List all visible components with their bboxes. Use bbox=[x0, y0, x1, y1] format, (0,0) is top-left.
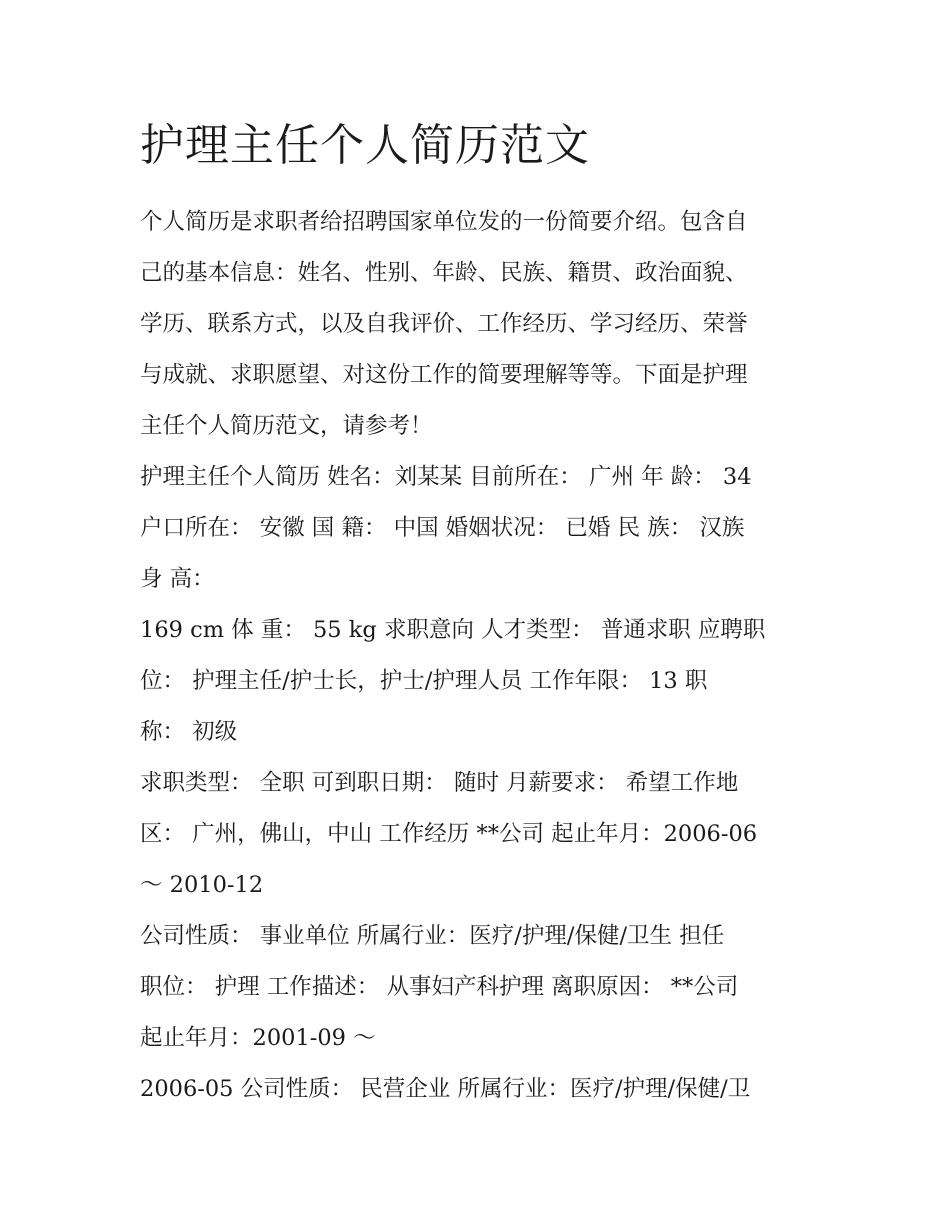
body-line: 户口所在： 安徽 国 籍： 中国 婚姻状况： 已婚 民 族： 汉族 bbox=[140, 515, 745, 541]
body-line: 与成就、求职愿望、对这份工作的简要理解等等。下面是护理 bbox=[140, 362, 748, 388]
body-line: 身 高： bbox=[140, 566, 215, 592]
body-line: 己的基本信息：姓名、性别、年龄、民族、籍贯、政治面貌、 bbox=[140, 260, 748, 286]
body-line: 169 cm 体 重： 55 kg 求职意向 人才类型： 普通求职 应聘职 bbox=[140, 617, 766, 643]
document-title: 护理主任个人简历范文 bbox=[140, 120, 590, 171]
body-line: 2006-05 公司性质： 民营企业 所属行业：医疗/护理/保健/卫 bbox=[140, 1076, 751, 1102]
body-line: ～ 2010-12 bbox=[140, 872, 264, 898]
body-line: 区： 广州，佛山，中山 工作经历 **公司 起止年月：2006-06 bbox=[140, 821, 758, 847]
document-body bbox=[140, 197, 830, 1115]
body-line: 起止年月：2001-09 ～ bbox=[140, 1025, 376, 1051]
body-line: 个人简历是求职者给招聘国家单位发的一份简要介绍。包含自 bbox=[140, 209, 748, 235]
body-line: 位： 护理主任/护士长，护士/护理人员 工作年限： 13 职 bbox=[140, 668, 708, 694]
body-line: 护理主任个人简历 姓名：刘某某 目前所在： 广州 年 龄： 34 bbox=[140, 464, 752, 490]
body-line: 求职类型： 全职 可到职日期： 随时 月薪要求： 希望工作地 bbox=[140, 770, 739, 796]
body-line: 主任个人简历范文，请参考！ bbox=[140, 413, 433, 439]
body-line: 公司性质： 事业单位 所属行业：医疗/护理/保健/卫生 担任 bbox=[140, 923, 725, 949]
body-line: 职位： 护理 工作描述： 从事妇产科护理 离职原因： **公司 bbox=[140, 974, 739, 1000]
body-line: 称： 初级 bbox=[140, 719, 238, 745]
body-line: 学历、联系方式，以及自我评价、工作经历、学习经历、荣誉 bbox=[140, 311, 748, 337]
